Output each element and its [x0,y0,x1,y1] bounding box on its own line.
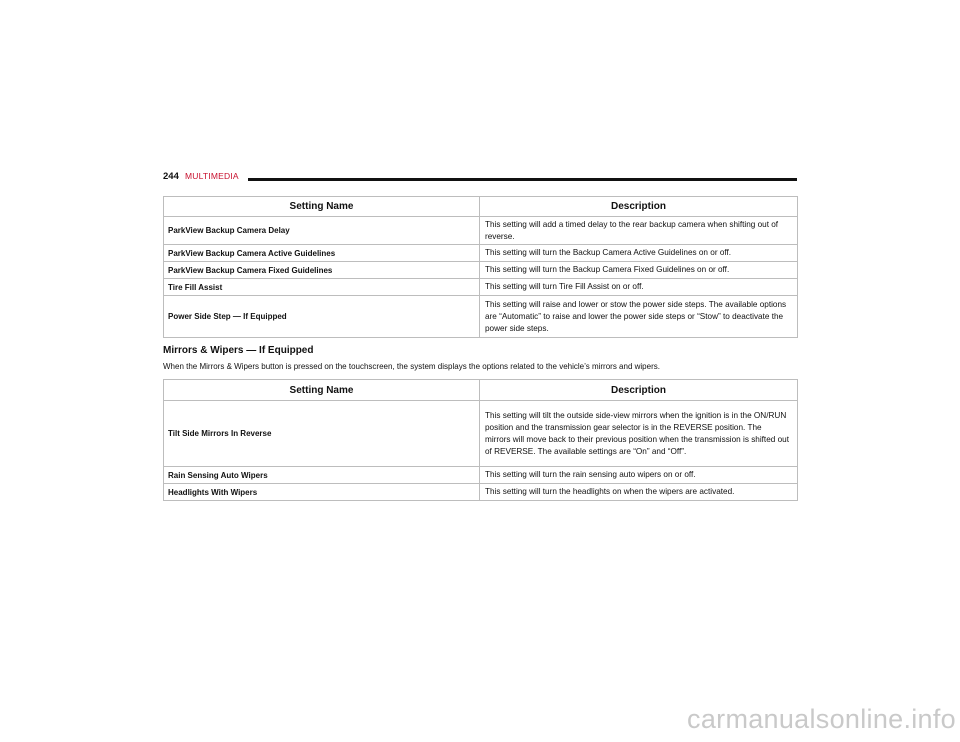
setting-description: This setting will turn the rain sensing auto wipers on or off. [480,467,798,484]
table-row [164,262,798,279]
setting-name: ParkView Backup Camera Fixed Guidelines [164,262,480,279]
table-row [164,296,798,338]
setting-name: Power Side Step — If Equipped [164,296,480,338]
table-row [164,217,798,245]
section-name: MULTIMEDIA [185,171,239,181]
setting-name: Tire Fill Assist [164,279,480,296]
section-heading: Mirrors & Wipers — If Equipped [163,345,314,356]
table-row [164,467,798,484]
table-header-row [164,380,798,401]
table-row [164,279,798,296]
table-row [164,484,798,501]
settings-table-camera [163,196,798,338]
setting-description: This setting will turn the headlights on when the wipers are activated. [480,484,798,501]
setting-description: This setting will raise and lower or stow the power side steps. The available options are “Automatic” to raise and lower the power side steps or “Stow” to deactivate the power side steps. [480,296,798,338]
setting-name: Tilt Side Mirrors In Reverse [164,401,480,467]
settings-table-mirrors-wipers [163,379,798,501]
table-row [164,401,798,467]
setting-description: This setting will turn Tire Fill Assist on or off. [480,279,798,296]
setting-description: This setting will add a timed delay to the rear backup camera when shifting out of reverse. [480,217,798,245]
header-rule [248,178,797,181]
section-intro: When the Mirrors & Wipers button is pressed on the touchscreen, the system displays the options related to the vehicle’s mirrors and wipers. [163,362,660,371]
table-row [164,245,798,262]
watermark-text: carmanualsonline.info [687,704,956,734]
setting-description: This setting will turn the Backup Camera Fixed Guidelines on or off. [480,262,798,279]
setting-name: Headlights With Wipers [164,484,480,501]
col-setting-name: Setting Name [164,380,480,401]
setting-name: Rain Sensing Auto Wipers [164,467,480,484]
page-header [163,171,797,187]
setting-name: ParkView Backup Camera Active Guidelines [164,245,480,262]
setting-description: This setting will turn the Backup Camera Active Guidelines on or off. [480,245,798,262]
col-setting-name: Setting Name [164,197,480,217]
col-description: Description [480,197,798,217]
table-header-row [164,197,798,217]
setting-description: This setting will tilt the outside side-view mirrors when the ignition is in the ON/RUN position and the transmission gear selector is in the REVERSE position. The mirrors will move back to their previous position when the transmission is shifted out of REVERSE. The available settings are “On” and “Off”. [480,401,798,467]
page-number: 244 [163,171,179,182]
col-description: Description [480,380,798,401]
setting-name: ParkView Backup Camera Delay [164,217,480,245]
